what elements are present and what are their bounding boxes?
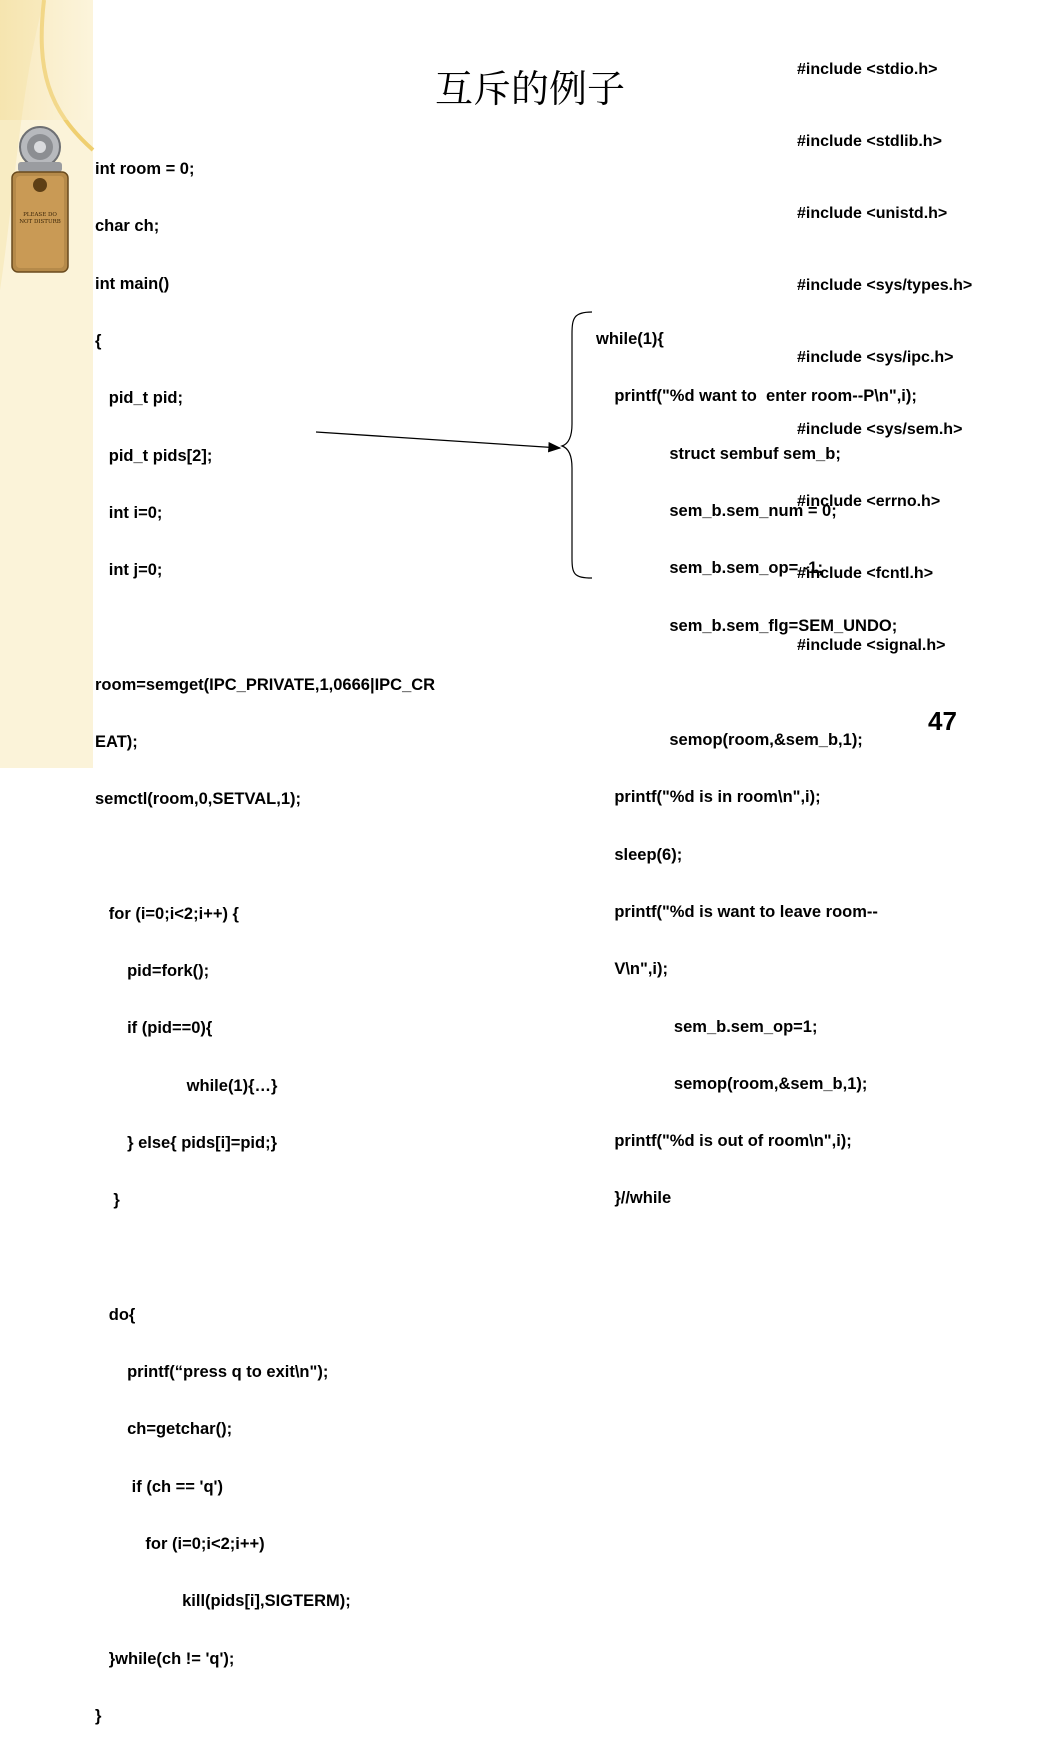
include-line: #include <sys/ipc.h> — [797, 349, 954, 366]
code-line: V\n",i); — [596, 960, 668, 979]
code-line: semop(room,&sem_b,1); — [596, 1074, 868, 1093]
code-line: sem_b.sem_op=1; — [596, 1017, 818, 1036]
code-line — [95, 618, 435, 637]
code-line: semctl(room,0,SETVAL,1); — [95, 790, 301, 809]
code-line: sleep(6); — [596, 845, 683, 864]
code-line: sem_b.sem_flg=SEM_UNDO; — [596, 616, 898, 635]
door-hanger-illustration — [0, 0, 93, 768]
code-line: { — [95, 332, 102, 351]
include-line: #include <fcntl.h> — [797, 565, 934, 582]
code-line: sem_b.sem_num = 0; — [596, 502, 837, 521]
code-line: do{ — [95, 1305, 136, 1324]
code-line: }//while — [596, 1189, 672, 1208]
code-line-while-placeholder: while(1){…} — [95, 1076, 278, 1095]
code-line: printf(“press q to exit\n"); — [95, 1363, 329, 1382]
include-line: #include <stdio.h> — [797, 61, 938, 78]
code-line: ch=getchar(); — [95, 1420, 233, 1439]
code-line: semop(room,&sem_b,1); — [596, 731, 863, 750]
include-line: #include <sys/sem.h> — [797, 421, 963, 438]
code-line: pid=fork(); — [95, 962, 210, 981]
code-line — [95, 848, 435, 867]
code-line: printf("%d want to enter room--P\n",i); — [596, 387, 917, 406]
code-line: kill(pids[i],SIGTERM); — [95, 1592, 351, 1611]
while-loop-code-block — [596, 292, 917, 1228]
include-line: #include <sys/types.h> — [797, 277, 973, 294]
code-line: printf("%d is in room\n",i); — [596, 788, 821, 807]
code-line — [95, 1249, 435, 1268]
code-line: } — [95, 1706, 102, 1725]
code-line: }while(ch != 'q'); — [95, 1649, 235, 1668]
curly-brace — [562, 312, 592, 578]
code-line: char ch; — [95, 217, 160, 236]
code-line: struct sembuf sem_b; — [596, 444, 841, 463]
include-line: #include <signal.h> — [797, 637, 946, 654]
code-line: } — [95, 1191, 120, 1210]
code-line: int j=0; — [95, 561, 163, 580]
code-line: pid_t pids[2]; — [95, 446, 213, 465]
include-line: #include <unistd.h> — [797, 205, 948, 222]
code-line: for (i=0;i<2;i++) { — [95, 904, 239, 923]
code-line: room=semget(IPC_PRIVATE,1,0666|IPC_CR — [95, 675, 436, 694]
page-number: 47 — [928, 706, 957, 736]
code-line: printf("%d is want to leave room-- — [596, 903, 878, 921]
include-line: #include <errno.h> — [797, 493, 941, 510]
code-line — [596, 674, 917, 693]
code-line: int main() — [95, 274, 170, 293]
code-line: for (i=0;i<2;i++) — [95, 1534, 265, 1553]
door-sign-text: PLEASE DO NOT DISTURB — [19, 212, 61, 225]
code-line: printf("%d is out of room\n",i); — [596, 1132, 852, 1151]
main-code-block — [95, 122, 435, 1745]
code-line: } else{ pids[i]=pid;} — [95, 1133, 277, 1152]
code-line: int i=0; — [95, 503, 163, 522]
code-line: EAT); — [95, 733, 138, 751]
code-line: if (ch == 'q') — [95, 1477, 223, 1496]
code-line: int room = 0; — [95, 160, 195, 179]
decorative-side-panel — [0, 0, 93, 768]
include-line: #include <stdlib.h> — [797, 133, 942, 150]
code-line: while(1){ — [596, 330, 664, 349]
code-line: pid_t pid; — [95, 389, 183, 408]
slide-title: 互斥的例子 — [434, 67, 625, 111]
code-line: sem_b.sem_op= -1; — [596, 559, 823, 578]
code-line: if (pid==0){ — [95, 1019, 213, 1038]
